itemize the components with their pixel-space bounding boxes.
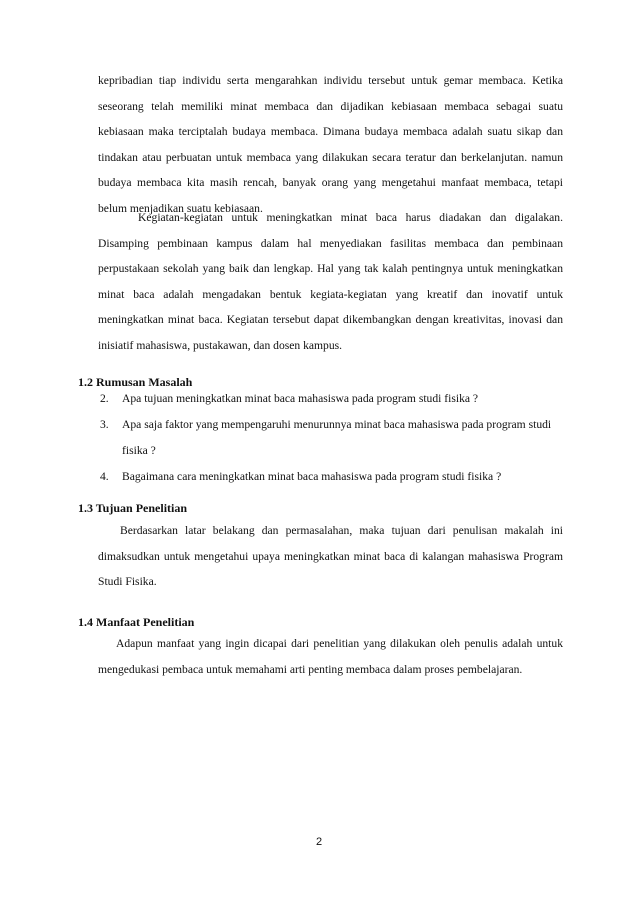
paragraph-kegiatan-text: Kegiatan-kegiatan untuk meningkatkan minat baca harus diadakan dan digalakan. Disamping pembinaan kampus dalam hal menyediakan fasilitas membaca dan pembinaan perpustakaan sekolah yang baik dan lengkap. Hal yang tak kalah pentingnya untuk meningkatkan minat baca adalah mengadakan bentuk kegiata-kegiatan yang kreatif dan inovatif untuk meningkatkan minat baca. Kegiatan tersebut dapat dikembangkan dengan kreativitas, inovasi dan inisiatif mahasiswa, pustakawan, dan dosen kampus. [98, 211, 563, 352]
rumusan-list [100, 386, 563, 490]
list-item [100, 412, 563, 464]
list-item-text: Bagaimana cara meningkatkan minat baca mahasiswa pada program studi fisika ? [122, 470, 502, 483]
paragraph-tujuan [98, 518, 563, 595]
list-item-number: 2. [100, 392, 109, 405]
paragraph-manfaat [98, 631, 563, 682]
page-number: 2 [315, 836, 323, 848]
paragraph-tujuan-text: Berdasarkan latar belakang dan permasalahan, maka tujuan dari penulisan makalah ini dimaksudkan untuk mengetahui upaya meningkatkan minat baca di kalangan mahasiswa Program Studi Fisika. [98, 524, 563, 589]
list-item-text: Apa tujuan meningkatkan minat baca mahasiswa pada program studi fisika ? [122, 392, 479, 405]
list-item-text: Apa saja faktor yang mempengaruhi menurunnya minat baca mahasiswa pada program studi fisika ? [122, 418, 552, 457]
paragraph-manfaat-text: Adapun manfaat yang ingin dicapai dari penelitian yang dilakukan oleh penulis adalah untuk mengedukasi pembaca untuk memahami arti penting membaca dalam proses pembelajaran. [98, 637, 563, 676]
paragraph-kepribadian: kepribadian tiap individu serta mengarahkan individu tersebut untuk gemar membaca. Ketika seseorang telah memiliki minat membaca dan dijadikan kebiasaan membaca sebagai suatu kebiasaan maka terciptalah budaya membaca. Dimana budaya membaca adalah suatu sikap dan tindakan atau perbuatan untuk membaca yang dilakukan secara teratur dan berkelanjutan. namun budaya membaca kita masih rencah, banyak orang yang mengetahui manfaat membaca, tetapi belum menjadikan suatu kebiasaan. [98, 74, 563, 215]
heading-manfaat-penelitian: 1.4 Manfaat Penelitian [78, 615, 195, 629]
heading-rumusan-masalah: 1.2 Rumusan Masalah [78, 375, 193, 389]
list-item [100, 386, 563, 412]
heading-tujuan-penelitian: 1.3 Tujuan Penelitian [78, 501, 188, 515]
list-item-number: 3. [100, 418, 109, 431]
list-item [100, 464, 563, 490]
paragraph-kegiatan [98, 205, 563, 359]
list-item-number: 4. [100, 470, 109, 483]
